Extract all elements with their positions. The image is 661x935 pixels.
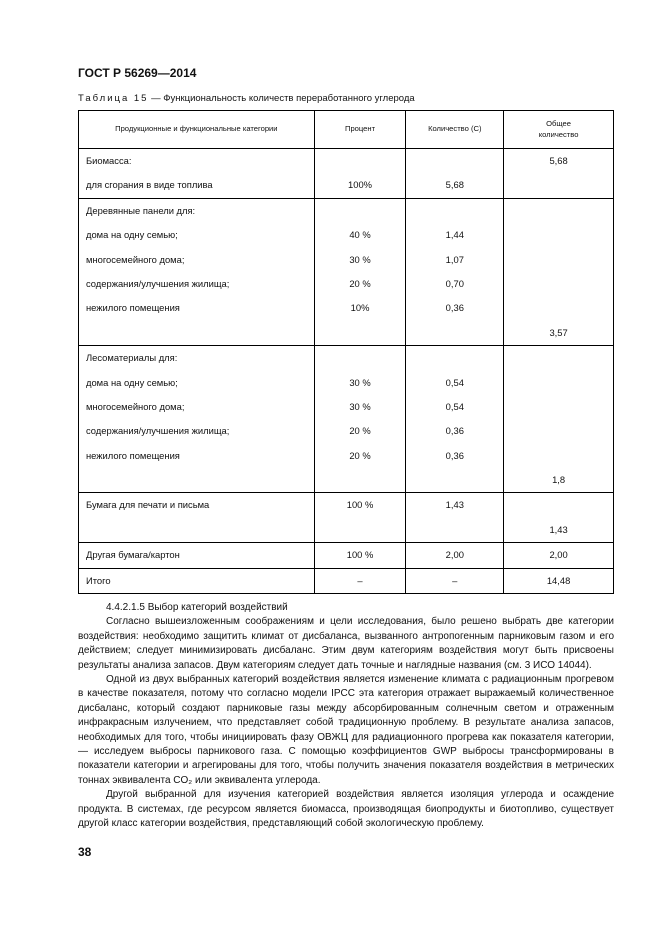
cell-line: 1,07 — [445, 253, 464, 265]
cell-line: 20 % — [349, 449, 371, 461]
cell-line: 5,68 — [445, 179, 464, 191]
percent-cell — [314, 543, 406, 568]
table-row — [79, 493, 614, 543]
cell-line: нежилого помещения — [86, 449, 180, 461]
cell-line: 1,43 — [549, 523, 568, 535]
cell-line: 0,54 — [445, 376, 464, 388]
cell-line: Лесоматериалы для: — [86, 352, 178, 364]
cell-line: 10% — [350, 302, 370, 314]
table-row — [79, 568, 614, 593]
cell-line: 30 % — [349, 400, 371, 412]
cell-line: 20 % — [349, 425, 371, 437]
functional-quantities-table — [78, 110, 614, 594]
paragraph: Согласно вышеизложенным соображениям и цели исследования, было решено выбрать две категории воздействия: необходимо защитить климат от дисбаланса, вызванного антропогенным парниковым газом и его действием; следует минимизировать дисбаланс. Этим двум категориям воздействия могут быть присвоены результаты анализа запасов. Двум категориям следует дать точные и наглядные названия (см. 3 ИСО 14044). — [78, 616, 614, 671]
cell-line: 2,00 — [549, 549, 568, 561]
cell-line — [504, 493, 613, 517]
category-cell — [79, 198, 315, 345]
cell-line — [406, 149, 503, 173]
cell-line: 0,36 — [445, 449, 464, 461]
quantity-cell — [406, 346, 504, 493]
cell-line — [315, 346, 406, 370]
cell-line: Деревянные панели для: — [86, 204, 196, 216]
paragraph: Другой выбранной для изучения категорией воздействия является изоляция углерода и осаждение продукта. В системах, где ресурсом является биомасса, производящая биопродукты и биотопливо, существует другой класс категории воздействия, представляющий собой экологическую проблему. — [78, 789, 614, 830]
cell-line: 0,54 — [445, 400, 464, 412]
cell-line — [504, 272, 613, 296]
table-caption-text: — Функциональность количеств переработанного углерода — [148, 93, 415, 104]
category-cell — [79, 346, 315, 493]
quantity-cell — [406, 198, 504, 345]
quantity-cell — [406, 568, 504, 593]
header-percent: Процент — [314, 111, 406, 149]
category-cell — [79, 149, 315, 199]
quantity-cell — [406, 543, 504, 568]
cell-line: 1,43 — [445, 499, 464, 511]
table-caption — [78, 93, 415, 104]
percent-cell — [314, 198, 406, 345]
section-heading: 4.4.2.1.5 Выбор категорий воздействий — [106, 602, 288, 613]
cell-line: 100 % — [346, 499, 374, 511]
cell-line: Другая бумага/картон — [86, 549, 180, 561]
cell-line: 40 % — [349, 229, 371, 241]
cell-line — [504, 173, 613, 197]
cell-line — [504, 444, 613, 468]
cell-line: 20 % — [349, 277, 371, 289]
table-caption-label: Таблица 15 — [78, 93, 149, 104]
cell-line: Биомасса: — [86, 155, 132, 166]
cell-line — [504, 395, 613, 419]
total-cell — [504, 568, 614, 593]
table-body — [79, 149, 614, 594]
cell-line: Итого — [86, 574, 111, 586]
cell-line: 2,00 — [445, 549, 464, 561]
total-cell — [504, 346, 614, 493]
table-row — [79, 543, 614, 568]
cell-line: для сгорания в виде топлива — [86, 179, 213, 191]
cell-line: 0,36 — [445, 302, 464, 314]
cell-line — [504, 248, 613, 272]
cell-line: 100% — [348, 179, 373, 191]
percent-cell — [314, 149, 406, 199]
cell-line — [315, 149, 406, 173]
cell-line — [79, 468, 314, 492]
total-cell — [504, 149, 614, 199]
cell-line — [315, 518, 406, 542]
cell-line: 3,57 — [549, 326, 568, 338]
total-cell — [504, 543, 614, 568]
header-category: Продукционные и функциональные категории — [79, 111, 315, 149]
table-row — [79, 198, 614, 345]
cell-line: дома на одну семью; — [86, 376, 178, 388]
table-row — [79, 149, 614, 199]
cell-line: Бумага для печати и письма — [86, 499, 210, 511]
table-row — [79, 346, 614, 493]
cell-line — [406, 321, 503, 345]
cell-line — [504, 346, 613, 370]
cell-line — [406, 199, 503, 223]
total-cell — [504, 493, 614, 543]
cell-line: содержания/улучшения жилища; — [86, 277, 230, 289]
total-cell — [504, 198, 614, 345]
body-text — [78, 601, 614, 832]
cell-line: 1,8 — [552, 474, 566, 486]
category-cell — [79, 543, 315, 568]
cell-line — [504, 419, 613, 443]
cell-line: многосемейного дома; — [86, 400, 185, 412]
document-code: ГОСТ Р 56269—2014 — [78, 66, 197, 80]
header-total — [504, 111, 614, 149]
cell-line — [406, 518, 503, 542]
header-quantity: Количество (С) — [406, 111, 504, 149]
cell-line: 0,70 — [445, 277, 464, 289]
cell-line: – — [452, 574, 458, 586]
cell-line — [504, 296, 613, 320]
cell-line: 5,68 — [549, 155, 568, 166]
cell-line: дома на одну семью; — [86, 229, 178, 241]
cell-line — [79, 518, 314, 542]
percent-cell — [314, 568, 406, 593]
cell-line — [315, 321, 406, 345]
cell-line — [504, 199, 613, 223]
cell-line: 1,44 — [445, 229, 464, 241]
cell-line: – — [357, 574, 363, 586]
quantity-cell — [406, 149, 504, 199]
cell-line: многосемейного дома; — [86, 253, 185, 265]
percent-cell — [314, 493, 406, 543]
cell-line: 100 % — [346, 549, 374, 561]
cell-line: 0,36 — [445, 425, 464, 437]
cell-line: 14,48 — [546, 574, 571, 586]
header-total-label: Общее количество — [538, 118, 579, 139]
cell-line — [406, 346, 503, 370]
cell-line — [504, 223, 613, 247]
cell-line — [79, 321, 314, 345]
page-number: 38 — [78, 845, 92, 859]
cell-line — [406, 468, 503, 492]
cell-line: 30 % — [349, 253, 371, 265]
cell-line — [315, 468, 406, 492]
cell-line: нежилого помещения — [86, 302, 180, 314]
percent-cell — [314, 346, 406, 493]
cell-line — [315, 199, 406, 223]
paragraph: Одной из двух выбранных категорий воздействия является изменение климата с радиационным прогревом в качестве показателя, потому что согласно модели IPCC эта категория отражает выражаемый количественное дисбаланс, который создают парниковые газы между абсорбированным солнечным светом и отраженным инфракрасным излучением, что представляет собой традиционную проблему. В результате анализа запасов, необходимых для того, чтобы инициировать фазу ОВЖЦ для радиационного прогрева как показателя категории, — исследуем выбросы парникового газа. С помощью коэффициентов GWP выбросы трансформированы в показатели категории и агрегированы для того, чтобы получить значения показателя воздействия в метрических тоннах эквивалента CO₂ или эквивалента углерода. — [78, 674, 614, 786]
quantity-cell — [406, 493, 504, 543]
category-cell — [79, 493, 315, 543]
cell-line: 30 % — [349, 376, 371, 388]
cell-line — [504, 371, 613, 395]
table-header-row — [79, 111, 614, 149]
category-cell — [79, 568, 315, 593]
cell-line: содержания/улучшения жилища; — [86, 425, 230, 437]
